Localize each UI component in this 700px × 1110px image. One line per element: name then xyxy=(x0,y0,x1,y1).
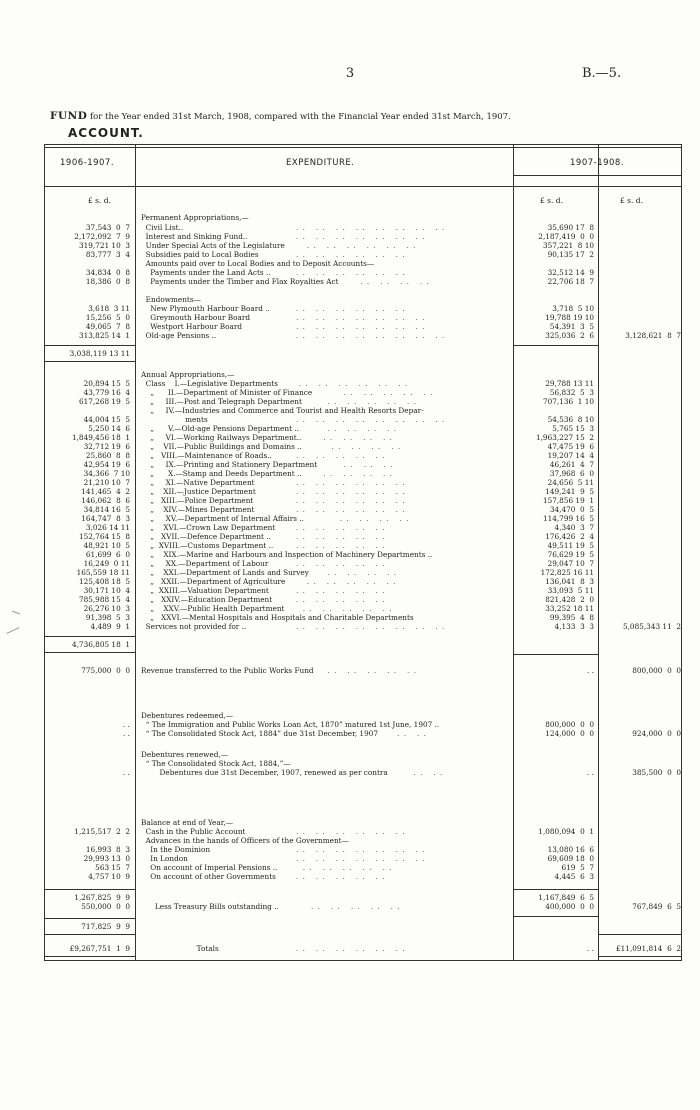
year-header-rule xyxy=(513,175,681,176)
leader-dots: . . . . . . . . . . xyxy=(296,595,386,604)
curr-year-amount: 176,426 2 4 xyxy=(545,532,594,541)
title-rest: for the Year ended 31st March, 1908, compared with the Financial Year ended 31st March, 1907. xyxy=(90,112,511,122)
item-label: Less Treasury Bills outstanding .. xyxy=(141,902,279,911)
item-label: Balance at end of Year,— xyxy=(141,818,233,827)
prev-year-amount: 1,215,517 2 2 xyxy=(74,827,130,836)
item-label: Endowments— xyxy=(141,295,201,304)
subtotal-rule xyxy=(45,934,135,935)
curr-year-amount: 4,445 6 3 xyxy=(554,872,594,881)
curr-year-amount: 1,167,849 6 5 xyxy=(538,893,594,902)
prev-year-amount: 42,954 19 6 xyxy=(83,460,130,469)
totals-rule xyxy=(599,956,681,957)
leader-dots: . . . . . . . . . . xyxy=(296,586,386,595)
leader-dots: . . . . . . . . . . xyxy=(296,523,386,532)
prev-year-amount: 152,764 15 8 xyxy=(78,532,130,541)
leader-dots: . . . . . . . . . . . . xyxy=(298,379,409,388)
table-row xyxy=(46,213,686,223)
subtotal-rule xyxy=(45,636,135,637)
item-label: „ XXVI.—Mental Hospitals and Hospitals and Charitable Departments xyxy=(141,613,414,622)
subtotal-rule xyxy=(514,654,598,655)
item-label: Under Special Acts of the Legislature xyxy=(141,241,285,250)
item-label: Services not provided for .. xyxy=(141,622,247,631)
header-bottom-rule xyxy=(44,186,682,187)
table-row xyxy=(46,277,686,287)
curr-year-amount: 19,788 19 10 xyxy=(545,313,594,322)
curr-year-amount: 34,470 0 5 xyxy=(549,505,594,514)
prev-year-amount: 34,366 7 10 xyxy=(83,469,130,478)
curr-year-amount: 54,536 8 10 xyxy=(547,415,594,424)
prev-year-amount: 61,699 6 0 xyxy=(85,550,130,559)
section-total-amount: 5,085,343 11 2 xyxy=(622,622,681,631)
table-row xyxy=(46,640,686,650)
prev-year-amount: . . xyxy=(123,720,130,729)
curr-year-amount: 22,706 18 7 xyxy=(547,277,594,286)
item-label: „ VII.—Public Buildings and Domains .. xyxy=(141,442,302,451)
leader-dots: . . . . . . . . . . . . xyxy=(296,268,406,277)
page-title xyxy=(50,110,511,122)
leader-dots: . . . . . . . . xyxy=(327,424,398,433)
page-number: 3 xyxy=(345,66,355,81)
leader-dots: . . . . . . . . . . . . xyxy=(296,827,406,836)
prev-year-amount: 44,004 15 5 xyxy=(83,415,130,424)
curr-year-amount: 114,799 16 5 xyxy=(542,514,594,523)
curr-year-amount: . . xyxy=(587,768,594,777)
curr-year-amount: 76,629 19 5 xyxy=(547,550,594,559)
item-label: „ XVIII.—Customs Department .. xyxy=(141,541,274,550)
prev-year-amount: 20,894 15 5 xyxy=(83,379,130,388)
page-reference: B.—5. xyxy=(582,66,622,81)
curr-year-amount: 49,511 19 5 xyxy=(547,541,594,550)
table-row xyxy=(46,902,686,912)
curr-year-amount: 157,856 19 1 xyxy=(542,496,594,505)
item-label: „ VI.—Working Railways Department.. xyxy=(141,433,302,442)
leader-dots: . . . . . . . . . . xyxy=(296,451,386,460)
prev-year-amount: 83,777 3 4 xyxy=(85,250,130,259)
prev-year-amount: 5,250 14 6 xyxy=(88,424,130,433)
currency-header-total: £ s. d. xyxy=(620,196,643,205)
account-heading: ACCOUNT. xyxy=(68,126,144,140)
table-row xyxy=(46,622,686,632)
item-label: „ XIV.—Mines Department xyxy=(141,505,255,514)
item-label: „ XVI.—Crown Law Department xyxy=(141,523,276,532)
leader-dots: . . . . . . . . . . xyxy=(296,532,386,541)
leader-dots: . . . . . . . . . . . . xyxy=(296,487,406,496)
leader-dots: . . . . . . . . . . . . xyxy=(296,496,406,505)
item-label: „ VIII.—Maintenance of Roads.. xyxy=(141,451,272,460)
leader-dots: . . . . . . . . . . . . . . . . xyxy=(296,223,446,232)
item-label: ments xyxy=(141,415,208,424)
leader-dots: . . . . . . . . . . xyxy=(327,666,418,675)
item-label: „ XV.—Department of Internal Affairs .. xyxy=(141,514,304,523)
header-prev-year: 1906-1907. xyxy=(60,158,115,168)
prev-year-amount: 29,993 13 0 xyxy=(83,854,130,863)
item-label: Debentures due 31st December, 1907, renewed as per contra xyxy=(141,768,388,777)
curr-year-amount: 19,207 14 4 xyxy=(547,451,594,460)
leader-dots: . . . . . . xyxy=(343,460,394,469)
leader-dots: . . . . . . . . . . . . . . xyxy=(296,232,426,241)
prev-year-amount: 313,825 14 1 xyxy=(78,331,130,340)
section-total-amount: 800,000 0 0 xyxy=(632,666,681,675)
prev-year-amount: 34,814 16 5 xyxy=(83,505,130,514)
table-row xyxy=(46,922,686,932)
item-label: „ XX.—Department of Labour xyxy=(141,559,269,568)
curr-year-amount: 3,718 5 10 xyxy=(552,304,594,313)
item-label: “ The Consolidated Stock Act, 1884” due 31st December, 1907 xyxy=(141,729,379,738)
curr-year-amount: 54,391 3 5 xyxy=(549,322,594,331)
item-label: „ XXIII.—Valuation Department xyxy=(141,586,269,595)
prev-year-amount: 25,860 8 8 xyxy=(85,451,130,460)
curr-year-amount: 37,968 6 0 xyxy=(549,469,594,478)
leader-dots: . . . . xyxy=(413,768,444,777)
leader-dots: . . . . . . . . . . xyxy=(343,388,434,397)
prev-year-amount: 141,465 4 2 xyxy=(81,487,130,496)
prev-year-amount: 4,736,805 18 1 xyxy=(71,640,130,649)
item-label: „ XVII.—Defence Department .. xyxy=(141,532,271,541)
title-fund: FUND xyxy=(50,110,88,122)
item-label: Revenue transferred to the Public Works Fund xyxy=(141,666,314,675)
item-label: “ The Consolidated Stock Act, 1884,”— xyxy=(141,759,291,768)
item-label: “ The Immigration and Public Works Loan Act, 1870” matured 1st June, 1907 .. xyxy=(141,720,440,729)
prev-year-amount: 91,398 5 3 xyxy=(85,613,130,622)
leader-dots: . . . . . . . . . . xyxy=(296,541,386,550)
table-row xyxy=(46,331,686,341)
item-label: „ II.—Department of Minister of Finance xyxy=(141,388,313,397)
curr-year-amount: 821,428 2 0 xyxy=(545,595,594,604)
curr-year-amount: 29,788 13 11 xyxy=(545,379,594,388)
item-label: „ X.—Stamp and Deeds Department .. xyxy=(141,469,302,478)
curr-year-amount: 47,475 19 6 xyxy=(547,442,594,451)
totals-rule xyxy=(45,956,135,957)
item-label: „ XXII.—Department of Agriculture xyxy=(141,577,286,586)
leader-dots: . . . . . . . . xyxy=(360,277,430,286)
curr-year-amount: 707,136 1 10 xyxy=(542,397,594,406)
leader-dots: . . . . . . . . . . . . xyxy=(296,304,406,313)
prev-year-amount: 18,386 0 8 xyxy=(85,277,130,286)
leader-dots: . . . . . . . . xyxy=(331,442,402,451)
prev-year-amount: 617,268 19 5 xyxy=(78,397,130,406)
curr-year-amount: 136,041 8 3 xyxy=(545,577,594,586)
curr-year-amount: 5,765 15 3 xyxy=(552,424,594,433)
prev-year-amount: 49,065 7 8 xyxy=(85,322,130,331)
curr-year-amount: 357,221 8 10 xyxy=(542,241,594,250)
item-label: Payments under the Timber and Flax Royalties Act xyxy=(141,277,339,286)
prev-year-amount: 785,988 15 4 xyxy=(78,595,130,604)
section-total-amount: 385,500 0 0 xyxy=(632,768,681,777)
leader-dots: . . . . xyxy=(397,729,427,738)
leader-dots: . . . . . . . . . . . . . . xyxy=(296,845,426,854)
leader-dots: . . . . . . . . . . . . xyxy=(296,944,406,953)
leader-dots: . . . . . . . . . . xyxy=(302,604,393,613)
leader-dots: . . . . . . . . xyxy=(339,514,410,523)
item-label: „ XII.—Justice Department xyxy=(141,487,256,496)
subtotal-rule xyxy=(45,889,135,890)
leader-dots: . . . . . . . . . . . . . . . . xyxy=(296,331,446,340)
prev-year-amount: 48,921 10 5 xyxy=(83,541,130,550)
prev-year-amount: 34,834 0 8 xyxy=(85,268,130,277)
subtotal-rule xyxy=(45,345,135,346)
curr-year-amount: 4,133 3 3 xyxy=(554,622,594,631)
leader-dots: . . . . . . . . xyxy=(323,469,394,478)
subtotal-rule xyxy=(599,934,681,935)
curr-year-amount: 90,135 17 2 xyxy=(547,250,594,259)
item-label: Payments under the Land Acts .. xyxy=(141,268,271,277)
section-total-amount: 924,000 0 0 xyxy=(632,729,681,738)
table-row xyxy=(46,872,686,882)
prev-year-amount: 15,256 5 0 xyxy=(85,313,130,322)
item-label: On account of Imperial Pensions .. xyxy=(141,863,278,872)
currency-header-prev: £ s. d. xyxy=(88,196,111,205)
item-label: New Plymouth Harbour Board .. xyxy=(141,304,270,313)
section-total-amount: 767,849 6 5 xyxy=(632,902,681,911)
curr-year-amount: 1,963,227 15 2 xyxy=(535,433,594,442)
prev-year-amount: 717,825 9 9 xyxy=(81,922,130,931)
table-top-rule-2 xyxy=(44,147,682,148)
item-label: Class I.—Legislative Departments xyxy=(141,379,279,388)
prev-year-amount: 16,249 0 11 xyxy=(83,559,130,568)
item-label: „ XI.—Native Department xyxy=(141,478,255,487)
prev-year-amount: 3,618 3 11 xyxy=(88,304,130,313)
prev-year-amount: 319,721 10 3 xyxy=(78,241,130,250)
subtotal-rule xyxy=(514,345,598,346)
table-top-rule xyxy=(44,144,682,145)
leader-dots: . . . . . . . . . . xyxy=(296,559,386,568)
leader-dots: . . . . . . . . . . . . . . xyxy=(296,854,426,863)
item-label: Debentures renewed,— xyxy=(141,750,229,759)
curr-year-amount: 13,080 16 6 xyxy=(547,845,594,854)
item-label: Old-age Pensions .. xyxy=(141,331,217,340)
leader-dots: . . . . . . . . . . xyxy=(311,902,401,911)
item-label: Annual Appropriations,— xyxy=(141,370,235,379)
leader-dots: . . . . . . . . . . . . xyxy=(296,505,406,514)
curr-year-amount: 4,340 3 7 xyxy=(554,523,594,532)
item-label: Debentures redeemed,— xyxy=(141,711,233,720)
prev-year-amount: 30,171 10 4 xyxy=(83,586,130,595)
subtotal-rule xyxy=(514,889,598,890)
subtotal-rule xyxy=(45,361,135,362)
item-label: Interest and Sinking Fund.. xyxy=(141,232,248,241)
item-label: „ XIX.—Marine and Harbours and Inspection of Machinery Departments .. xyxy=(141,550,433,559)
curr-year-amount: 400,000 0 0 xyxy=(545,902,594,911)
header-expenditure: EXPENDITURE. xyxy=(286,158,355,168)
item-label: Amounts paid over to Local Bodies and to Deposit Accounts— xyxy=(141,259,375,268)
curr-year-amount: 24,656 5 11 xyxy=(547,478,594,487)
curr-year-amount: 1,080,094 0 1 xyxy=(538,827,594,836)
col-rule-left xyxy=(44,144,45,961)
item-label: „ IV.—Industries and Commerce and Tourist and Health Resorts Depar- xyxy=(141,406,424,415)
table-row xyxy=(46,666,686,676)
prev-year-amount: 37,543 0 7 xyxy=(85,223,130,232)
prev-year-amount: 16,993 8 3 xyxy=(85,845,130,854)
curr-year-amount: 325,036 2 6 xyxy=(545,331,594,340)
item-label: „ IX.—Printing and Stationery Department xyxy=(141,460,318,469)
prev-year-amount: 125,408 18 5 xyxy=(78,577,130,586)
curr-year-amount: 800,000 0 0 xyxy=(545,720,594,729)
leader-dots: . . . . . . . . . . . . xyxy=(296,478,406,487)
leader-dots: . . . . . . . . . . . . . . . . xyxy=(296,622,446,631)
item-label: „ XXV.—Public Health Department xyxy=(141,604,285,613)
leader-dots: . . . . . . . . . . . . xyxy=(306,241,417,250)
prev-year-amount: 563 15 7 xyxy=(95,863,130,872)
curr-year-amount: . . xyxy=(587,666,594,675)
prev-year-amount: 550,000 0 0 xyxy=(81,902,130,911)
prev-year-amount: . . xyxy=(123,729,130,738)
section-total-amount: 3,128,621 8 7 xyxy=(625,331,681,340)
item-label: Advances in the hands of Officers of the Government— xyxy=(141,836,349,845)
curr-year-amount: 124,000 0 0 xyxy=(545,729,594,738)
table-row xyxy=(46,944,686,954)
table-bottom-rule xyxy=(44,960,682,961)
item-label: Westport Harbour Board xyxy=(141,322,243,331)
prev-year-amount: 2,172,092 7 9 xyxy=(74,232,130,241)
curr-year-amount: 2,187,419 0 0 xyxy=(538,232,594,241)
table-row xyxy=(46,729,686,739)
item-label: Civil List.. xyxy=(141,223,184,232)
curr-year-amount: 149,241 9 5 xyxy=(545,487,594,496)
prev-year-amount: 164,747 8 3 xyxy=(81,514,130,523)
item-label: In the Dominion xyxy=(141,845,211,854)
prev-year-amount: 3,026 14 11 xyxy=(85,523,130,532)
leader-dots: . . . . . . . . . . . . . . . . xyxy=(296,415,446,424)
curr-year-amount: 56,832 5 3 xyxy=(549,388,594,397)
subtotal-rule xyxy=(45,652,135,653)
prev-year-amount: 4,489 9 1 xyxy=(90,622,130,631)
prev-year-amount: 146,062 8 6 xyxy=(81,496,130,505)
item-label: In London xyxy=(141,854,188,863)
prev-year-amount: 4,757 10 9 xyxy=(88,872,130,881)
prev-year-amount: 165,559 18 11 xyxy=(76,568,130,577)
currency-header-curr: £ s. d. xyxy=(540,196,563,205)
curr-year-amount: 172,825 16 11 xyxy=(540,568,594,577)
curr-year-amount: 35,690 17 8 xyxy=(547,223,594,232)
prev-year-amount: 775,000 0 0 xyxy=(81,666,130,675)
curr-year-amount: 32,512 14 9 xyxy=(547,268,594,277)
leader-dots: . . . . . . . . . . xyxy=(306,577,397,586)
item-label: „ III.—Post and Telegraph Department xyxy=(141,397,302,406)
leader-dots: . . . . . . . . xyxy=(327,568,398,577)
subtotal-rule xyxy=(514,916,598,917)
curr-year-amount: 29,047 10 7 xyxy=(547,559,594,568)
item-label: Cash in the Public Account xyxy=(141,827,246,836)
leader-dots: . . . . . . . . . . . . . . xyxy=(296,322,426,331)
prev-year-amount: 1,849,456 18 1 xyxy=(71,433,130,442)
item-label: Greymouth Harbour Board xyxy=(141,313,251,322)
prev-year-amount: £9,267,751 1 9 xyxy=(69,944,130,953)
header-curr-year: 1907-1908. xyxy=(570,158,625,168)
item-label: „ XXIV.—Education Department xyxy=(141,595,273,604)
curr-year-amount: 33,093 5 11 xyxy=(547,586,594,595)
prev-year-amount: . . xyxy=(123,768,130,777)
leader-dots: . . . . . . . . xyxy=(323,433,394,442)
table-row xyxy=(46,768,686,778)
leader-dots: . . . . . . . . . . xyxy=(296,872,386,881)
section-total-amount: £11,091,814 6 2 xyxy=(616,944,681,953)
curr-year-amount: 46,261 4 7 xyxy=(549,460,594,469)
item-label: Subsidies paid to Local Bodies xyxy=(141,250,259,259)
prev-year-amount: 3,038,119 13 11 xyxy=(69,349,130,358)
prev-year-amount: 21,210 10 7 xyxy=(83,478,130,487)
prev-year-amount: 26,276 10 3 xyxy=(83,604,130,613)
prev-year-amount: 1,267,825 9 9 xyxy=(74,893,130,902)
item-label: „ XXI.—Department of Lands and Survey xyxy=(141,568,309,577)
prev-year-amount: 32,712 19 6 xyxy=(83,442,130,451)
margin-mark xyxy=(6,627,19,634)
leader-dots: . . . . . . . . . . . . xyxy=(296,250,406,259)
leader-dots: . . . . . . . . . . . . . . xyxy=(296,313,426,322)
item-label: On account of other Governments xyxy=(141,872,276,881)
curr-year-amount: 99,395 4 8 xyxy=(549,613,594,622)
item-label: „ V.—Old-age Pensions Department .. xyxy=(141,424,299,433)
margin-mark xyxy=(12,611,20,615)
leader-dots: . . . . . . . . . . xyxy=(302,863,393,872)
item-label: Totals xyxy=(141,944,219,953)
curr-year-amount: 69,609 18 0 xyxy=(547,854,594,863)
curr-year-amount: 33,252 18 11 xyxy=(545,604,594,613)
curr-year-amount: . . xyxy=(587,944,594,953)
leader-dots: . . . . . . . . . . xyxy=(327,397,418,406)
prev-year-amount: 43,779 16 4 xyxy=(83,388,130,397)
subtotal-rule xyxy=(45,918,135,919)
item-label: Permanent Appropriations,— xyxy=(141,213,249,222)
item-label: „ XIII.—Police Department xyxy=(141,496,254,505)
curr-year-amount: 619 5 7 xyxy=(561,863,594,872)
table-row xyxy=(46,349,686,359)
